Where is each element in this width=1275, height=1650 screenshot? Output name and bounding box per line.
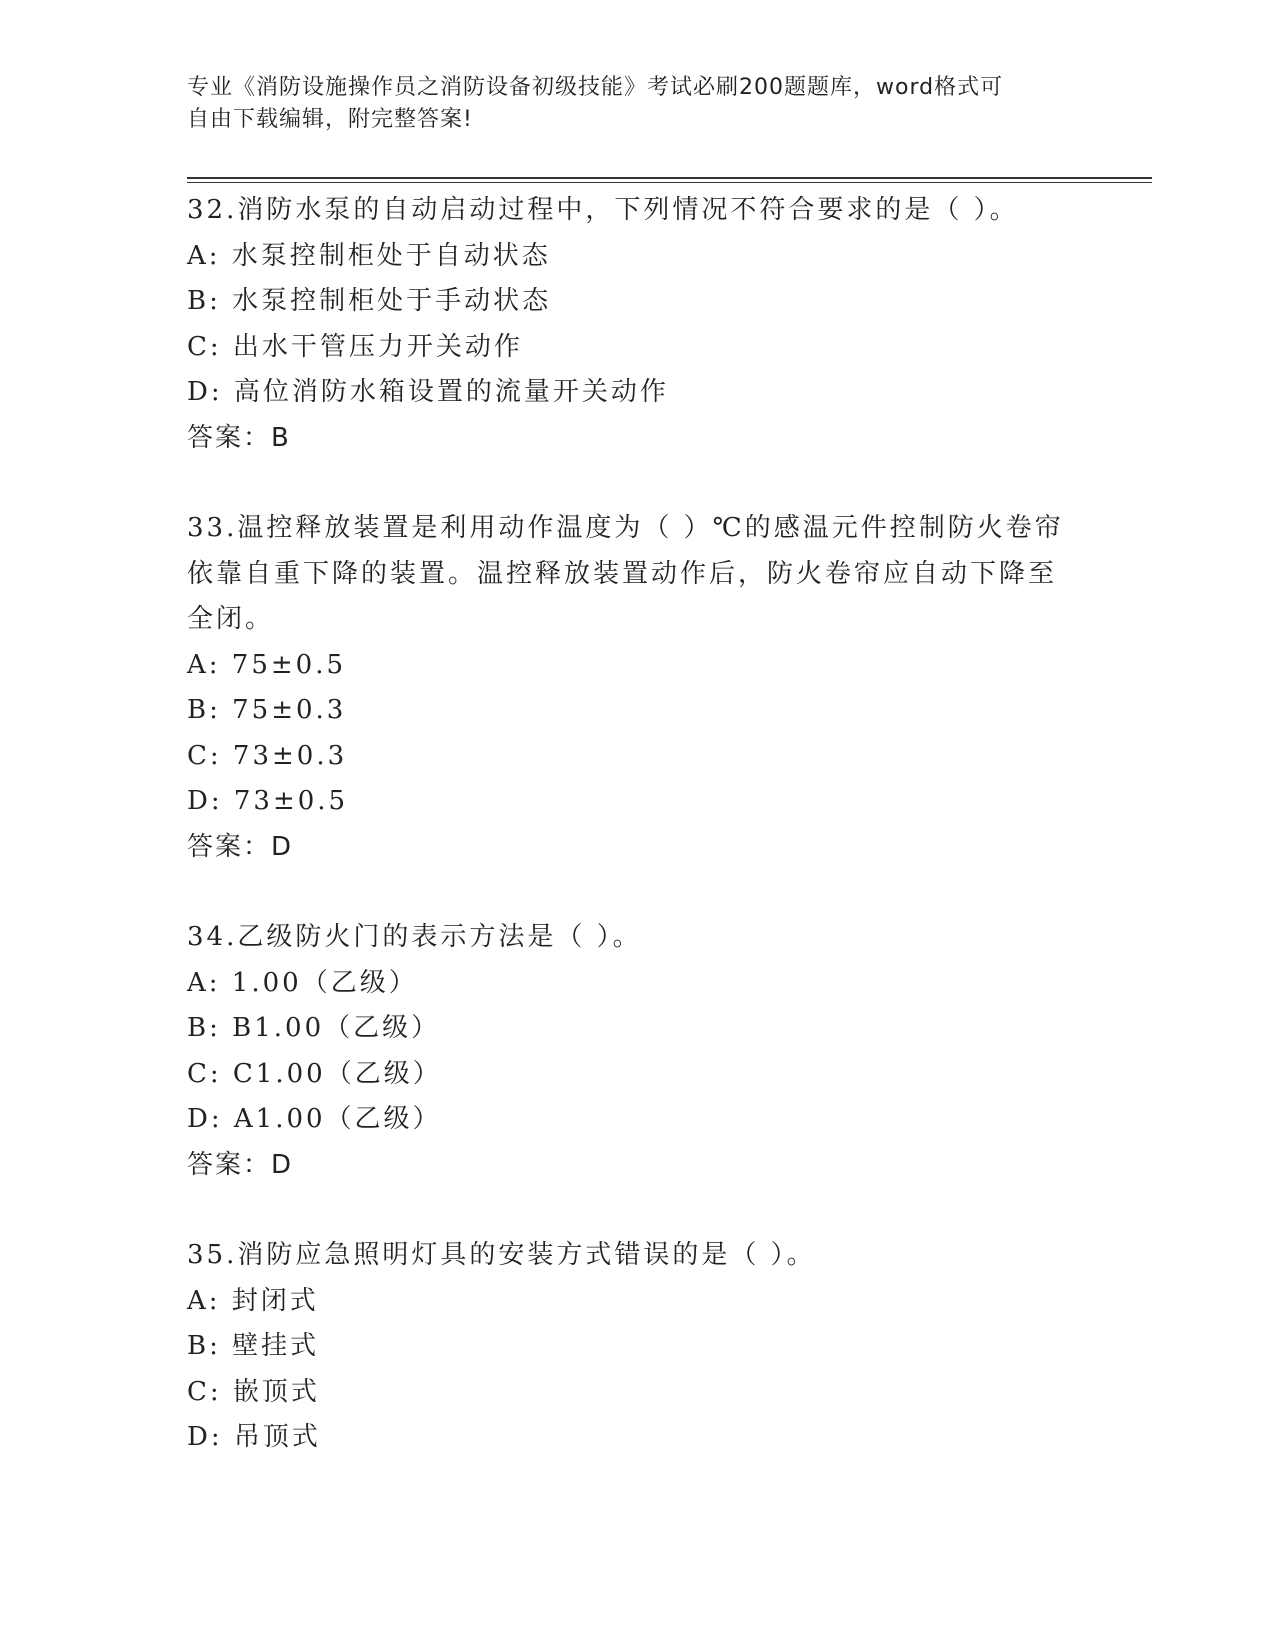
header-line-2: 自由下载编辑，附完整答案! (187, 107, 473, 132)
option-a: A: 1.00（乙级） (187, 967, 418, 998)
option-c: C: 出水干管压力开关动作 (187, 331, 523, 362)
question-34 (187, 915, 1087, 1188)
question-stem: 35.消防应急照明灯具的安装方式错误的是（ ）。 (187, 1240, 816, 1270)
header-divider-thick (187, 177, 1152, 179)
option-d: D: A1.00（乙级） (187, 1104, 442, 1134)
option-c: C: 嵌顶式 (187, 1376, 320, 1407)
option-d: D: 高位消防水箱设置的流量开关动作 (187, 377, 669, 407)
header-divider-thin (187, 182, 1152, 183)
answer-text: 答案：D (187, 831, 294, 862)
option-a: A: 水泵控制柜处于自动状态 (187, 240, 551, 271)
question-33 (187, 506, 1087, 870)
option-c: C: 73±0.3 (187, 740, 348, 771)
option-c: C: C1.00（乙级） (187, 1058, 442, 1089)
option-b: B: 壁挂式 (187, 1331, 320, 1361)
option-d: D: 吊顶式 (187, 1422, 321, 1452)
option-a: A: 75±0.5 (187, 649, 347, 680)
option-b: B: 75±0.3 (187, 695, 347, 725)
question-stem-line-1: 33.温控释放装置是利用动作温度为（ ）℃的感温元件控制防火卷帘 (187, 513, 1064, 543)
document-header (187, 72, 1087, 136)
option-b: B: 水泵控制柜处于手动状态 (187, 286, 552, 316)
question-stem: 32.消防水泵的自动启动过程中，下列情况不符合要求的是（ ）。 (187, 195, 1019, 225)
option-a: A: 封闭式 (187, 1285, 319, 1316)
option-b: B: B1.00（乙级） (187, 1013, 441, 1043)
question-stem: 34.乙级防火门的表示方法是（ ）。 (187, 922, 642, 952)
question-stem-line-2: 依靠自重下降的装置。温控释放装置动作后，防火卷帘应自动下降至 (187, 558, 1058, 589)
question-list (187, 188, 1087, 1506)
option-d: D: 73±0.5 (187, 786, 349, 816)
question-stem-line-3: 全闭。 (187, 604, 275, 634)
header-line-1: 专业《消防设施操作员之消防设备初级技能》考试必刷200题题库，word格式可 (187, 75, 1004, 100)
question-32 (187, 188, 1087, 461)
answer-text: 答案：B (187, 422, 291, 453)
answer-text: 答案：D (187, 1149, 294, 1180)
question-35 (187, 1233, 1087, 1461)
